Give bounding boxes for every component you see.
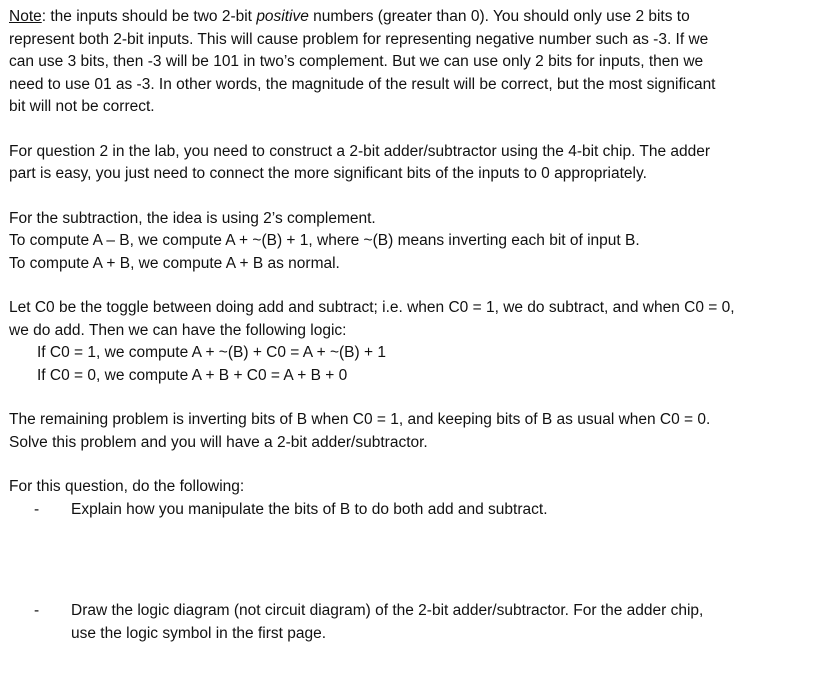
note-paragraph: [9, 6, 809, 119]
spacer: [9, 119, 809, 141]
question-2-paragraph: [9, 141, 809, 186]
toggle-line-2: we do add. Then we can have the following logic:: [9, 321, 347, 339]
spacer: [9, 387, 809, 409]
remaining-line-1: The remaining problem is inverting bits of B when C0 = 1, and keeping bits of B as usual when C0 = 0.: [9, 411, 711, 428]
note-line-4: need to use 01 as -3. In other words, the magnitude of the result will be correct, but the most significant: [9, 75, 716, 93]
answer-space: [9, 521, 809, 600]
remaining-line-2: Solve this problem and you will have a 2-bit adder/subtractor.: [9, 433, 428, 451]
task-item-draw: [9, 600, 809, 645]
note-line-1: [9, 6, 809, 29]
note-emphasis: positive: [256, 8, 309, 25]
spacer: [9, 186, 809, 208]
task-text-line-2: use the logic symbol in the first page.: [71, 624, 327, 642]
question-2-line-1: For question 2 in the lab, you need to construct a 2-bit adder/subtractor using the 4-bit chip. The adder: [9, 142, 711, 160]
bullet-dash: -: [34, 602, 40, 619]
subtraction-line-2: To compute A – B, we compute A + ~(B) + 1, where ~(B) means inverting each bit of input B.: [9, 232, 640, 249]
note-text-a: : the inputs should be two 2-bit: [41, 8, 257, 25]
task-item-explain: [9, 499, 809, 522]
note-line-2: represent both 2-bit inputs. This will cause problem for representing negative number such as -3. If we: [9, 30, 709, 48]
spacer: [9, 454, 809, 476]
note-line-5: bit will not be correct.: [9, 98, 155, 115]
subtraction-line-3: To compute A + B, we compute A + B as normal.: [9, 254, 340, 272]
note-text-b: numbers (greater than 0). You should only use 2 bits to: [308, 8, 690, 25]
subtraction-paragraph: [9, 208, 809, 276]
tasks-intro: For this question, do the following:: [9, 478, 245, 495]
question-2-line-2: part is easy, you just need to connect the more significant bits of the inputs to 0 appropriately.: [9, 165, 647, 182]
tasks-section: [9, 476, 809, 645]
task-text-line-1: Draw the logic diagram (not circuit diagram) of the 2-bit adder/subtractor. For the adder chip,: [71, 602, 704, 619]
task-text: Explain how you manipulate the bits of B to do both add and subtract.: [71, 500, 548, 518]
logic-line-add: If C0 = 0, we compute A + B + C0 = A + B + 0: [37, 366, 348, 384]
note-label: Note: [9, 8, 42, 25]
spacer: [9, 275, 809, 297]
document-page: [9, 6, 809, 645]
toggle-line-1: Let C0 be the toggle between doing add and subtract; i.e. when C0 = 1, we do subtract, and when C0 = 0,: [9, 299, 735, 316]
bullet-dash: -: [34, 500, 40, 518]
remaining-paragraph: [9, 409, 809, 454]
note-line-3: can use 3 bits, then -3 will be 101 in two’s complement. But we can use only 2 bits for inputs, then we: [9, 53, 704, 70]
subtraction-line-1: For the subtraction, the idea is using 2’s complement.: [9, 209, 376, 227]
toggle-paragraph: [9, 297, 809, 387]
task-text: [71, 600, 703, 645]
logic-line-subtract: If C0 = 1, we compute A + ~(B) + C0 = A + ~(B) + 1: [37, 344, 386, 361]
